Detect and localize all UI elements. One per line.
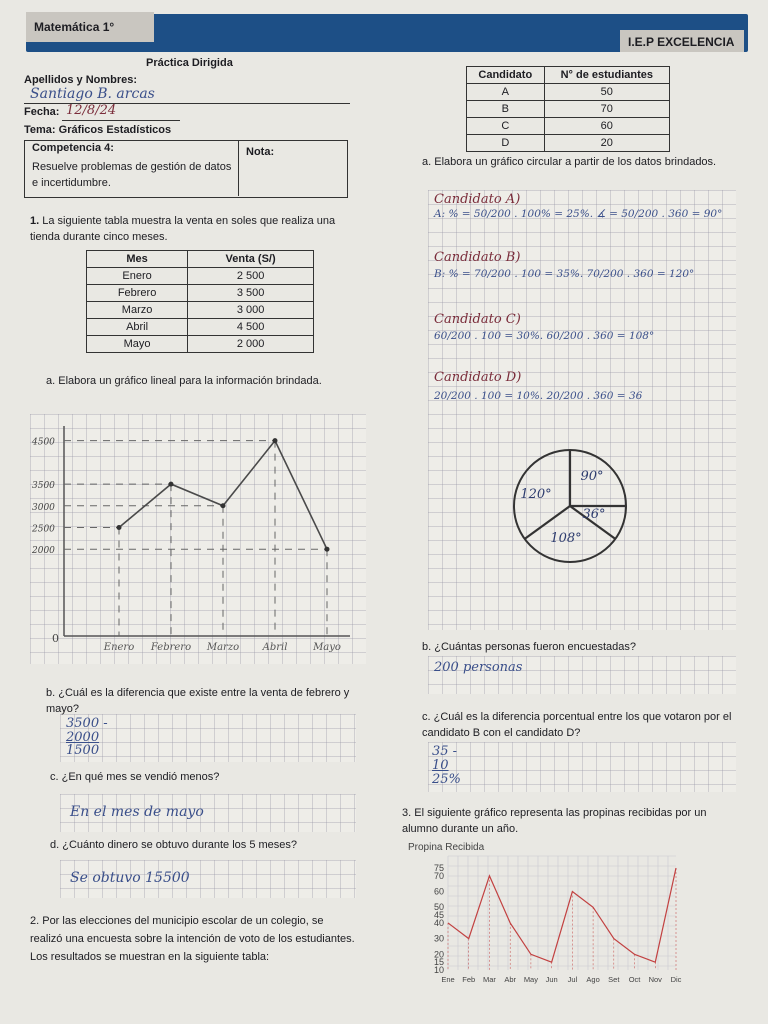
table-cell: 50 bbox=[544, 84, 669, 101]
y-tick-label: 45 bbox=[433, 910, 444, 921]
q2c-work-line-1: 35 - bbox=[432, 744, 458, 759]
practice-title: Práctica Dirigida bbox=[146, 57, 233, 69]
table-cell: D bbox=[467, 135, 545, 152]
q1-statement: La siguiente tabla muestra la venta en soles que realiza una tienda durante cinco meses. bbox=[30, 215, 336, 243]
x-tick-label: Abr bbox=[504, 975, 517, 984]
date-line bbox=[62, 120, 180, 121]
origin-label: 0 bbox=[52, 632, 59, 645]
table-cell: 3 000 bbox=[188, 302, 314, 319]
y-tick-label: 70 bbox=[433, 870, 444, 881]
chart-title: Propina Recibida bbox=[408, 842, 485, 853]
q2b-answer: 200 personas bbox=[434, 660, 523, 675]
y-tick-label: 40 bbox=[433, 917, 444, 928]
q2-work-d-line: 20/200 . 100 = 10%. 20/200 . 360 = 36 bbox=[434, 390, 643, 402]
table-cell: 60 bbox=[544, 118, 669, 135]
table-cell: 3 500 bbox=[188, 285, 314, 302]
data-point bbox=[325, 547, 330, 552]
pie-slice-label: 120° bbox=[520, 487, 552, 502]
school-name: I.E.P EXCELENCIA bbox=[628, 35, 735, 49]
table-row bbox=[87, 302, 314, 319]
data-point bbox=[117, 525, 122, 530]
x-tick-label: Enero bbox=[103, 642, 135, 653]
table-cell: B bbox=[467, 101, 545, 118]
q2c-work-line-2: 10 bbox=[432, 758, 449, 773]
q2-work-d-title: Candidato D) bbox=[434, 370, 522, 385]
y-tick-label: 3500 bbox=[32, 481, 55, 492]
table-cell: Marzo bbox=[87, 302, 188, 319]
q2c-work-line-3: 25% bbox=[432, 772, 461, 787]
y-tick-label: 15 bbox=[433, 957, 444, 968]
table-header: Candidato bbox=[467, 67, 545, 84]
x-tick-label: Oct bbox=[628, 975, 641, 984]
table-cell: Abril bbox=[87, 319, 188, 336]
table-cell: A bbox=[467, 84, 545, 101]
table-row bbox=[467, 101, 670, 118]
table-row bbox=[87, 285, 314, 302]
table-cell: Enero bbox=[87, 268, 188, 285]
pie-slice-label: 36° bbox=[582, 507, 606, 522]
x-tick-label: Jun bbox=[545, 975, 558, 984]
table-cell: 70 bbox=[544, 101, 669, 118]
table-cell: 2 500 bbox=[188, 268, 314, 285]
q2b-text: b. ¿Cuántas personas fueron encuestadas? bbox=[422, 641, 637, 653]
q1-number: 1. bbox=[30, 215, 40, 227]
table-cell: 4 500 bbox=[188, 319, 314, 336]
q2-work-a-title: Candidato A) bbox=[434, 192, 521, 207]
q3-line-chart bbox=[408, 838, 698, 998]
y-tick-label: 50 bbox=[433, 902, 444, 913]
data-point bbox=[273, 438, 278, 443]
subject-title: Matemática 1° bbox=[34, 20, 115, 34]
table-header: Venta (S/) bbox=[188, 251, 314, 268]
q2c-text: c. ¿Cuál es la diferencia porcentual entre los que votaron por el candidato B con el candidato D? bbox=[422, 711, 732, 739]
x-tick-label: Feb bbox=[462, 975, 476, 984]
x-tick-label: Ene bbox=[441, 975, 455, 984]
q1-text bbox=[30, 214, 360, 246]
x-tick-label: Mar bbox=[482, 975, 496, 984]
y-tick-label: 75 bbox=[433, 863, 444, 873]
q2-work-c-title: Candidato C) bbox=[434, 312, 521, 327]
table-row bbox=[87, 336, 314, 353]
x-tick-label: Dic bbox=[670, 975, 682, 984]
q1c-answer: En el mes de mayo bbox=[70, 804, 204, 820]
q3-text: 3. El siguiente gráfico representa las propinas recibidas por un alumno durante un año. bbox=[402, 807, 707, 835]
q1c-text: c. ¿En qué mes se vendió menos? bbox=[50, 771, 220, 783]
table-cell: 2 000 bbox=[188, 336, 314, 353]
x-tick-label: Febrero bbox=[150, 642, 192, 653]
y-tick-label: 2500 bbox=[32, 524, 55, 535]
q1b-text: b. ¿Cuál es la diferencia que existe entre la venta de febrero y mayo? bbox=[46, 687, 350, 715]
q1d-text: d. ¿Cuánto dinero se obtuvo durante los 5 meses? bbox=[50, 839, 298, 851]
q2a-text: a. Elabora un gráfico circular a partir de los datos brindados. bbox=[422, 156, 717, 168]
table-cell: C bbox=[467, 118, 545, 135]
x-tick-label: Ago bbox=[586, 975, 600, 984]
date-value: 12/8/24 bbox=[66, 103, 117, 118]
competence-title: Competencia 4: bbox=[32, 142, 114, 154]
competence-divider bbox=[238, 140, 239, 196]
q1b-work-line-3: 1500 bbox=[66, 743, 100, 758]
table-cell: Febrero bbox=[87, 285, 188, 302]
pie-slice-label: 108° bbox=[550, 531, 582, 546]
data-point bbox=[221, 503, 226, 508]
table-row bbox=[467, 135, 670, 152]
y-tick-label: 30 bbox=[433, 933, 444, 944]
q1b-work-line-2: 2000 bbox=[66, 730, 100, 745]
candidates-table bbox=[466, 66, 670, 152]
q2-work-b-line: B: % = 70/200 . 100 = 35%. 70/200 . 360 = 120° bbox=[434, 268, 695, 280]
q2-work-a-line: A: % = 50/200 . 100% = 25%. ∡ = 50/200 . 360 = 90° bbox=[434, 208, 723, 220]
q2c-work-area bbox=[428, 742, 736, 792]
y-tick-label: 10 bbox=[433, 965, 444, 975]
q2-text: 2. Por las elecciones del municipio escolar de un colegio, se realizó una encuesta sobre la intención de voto de los estudiantes. Los resultados se muestran en la siguiente tabla: bbox=[30, 915, 355, 964]
table-header: N° de estudiantes bbox=[544, 67, 669, 84]
table-cell: Mayo bbox=[87, 336, 188, 353]
table-row bbox=[467, 84, 670, 101]
x-tick-label: Abril bbox=[262, 642, 288, 653]
table-header: Mes bbox=[87, 251, 188, 268]
x-tick-label: Set bbox=[608, 975, 620, 984]
competence-text: Resuelve problemas de gestión de datos e incertidumbre. bbox=[32, 161, 232, 189]
q2-work-c-line: 60/200 . 100 = 30%. 60/200 . 360 = 108° bbox=[434, 330, 655, 342]
data-point bbox=[169, 482, 174, 487]
y-tick-label: 60 bbox=[433, 886, 444, 897]
propina-line bbox=[448, 868, 676, 962]
y-tick-label: 4500 bbox=[32, 437, 55, 448]
grade-label: Nota: bbox=[246, 146, 275, 158]
names-label: Apellidos y Nombres: bbox=[24, 74, 138, 86]
y-tick-label: 2000 bbox=[32, 546, 55, 557]
q2-work-b-title: Candidato B) bbox=[434, 250, 521, 265]
table-cell: 20 bbox=[544, 135, 669, 152]
x-tick-label: Jul bbox=[567, 975, 578, 984]
x-tick-label: Nov bbox=[648, 975, 662, 984]
date-label: Fecha: bbox=[24, 106, 60, 118]
q2-pie-chart bbox=[506, 446, 636, 566]
names-value: Santiago B. arcas bbox=[30, 86, 155, 102]
q1b-work-line-1: 3500 - bbox=[66, 716, 108, 731]
table-row bbox=[87, 268, 314, 285]
topic-label: Tema: Gráficos Estadísticos bbox=[24, 124, 172, 136]
sales-table bbox=[86, 250, 314, 353]
table-row bbox=[87, 319, 314, 336]
y-tick-label: 20 bbox=[433, 949, 444, 960]
x-tick-label: Mayo bbox=[313, 642, 341, 653]
x-tick-label: May bbox=[523, 975, 538, 984]
q1a-text: a. Elabora un gráfico lineal para la información brindada. bbox=[46, 375, 322, 387]
q1d-answer: Se obtuvo 15500 bbox=[70, 870, 190, 886]
pie-slice-label: 90° bbox=[580, 469, 604, 484]
table-row bbox=[467, 118, 670, 135]
y-tick-label: 3000 bbox=[32, 502, 55, 513]
x-tick-label: Marzo bbox=[206, 642, 240, 653]
q1-line-chart bbox=[30, 414, 366, 664]
